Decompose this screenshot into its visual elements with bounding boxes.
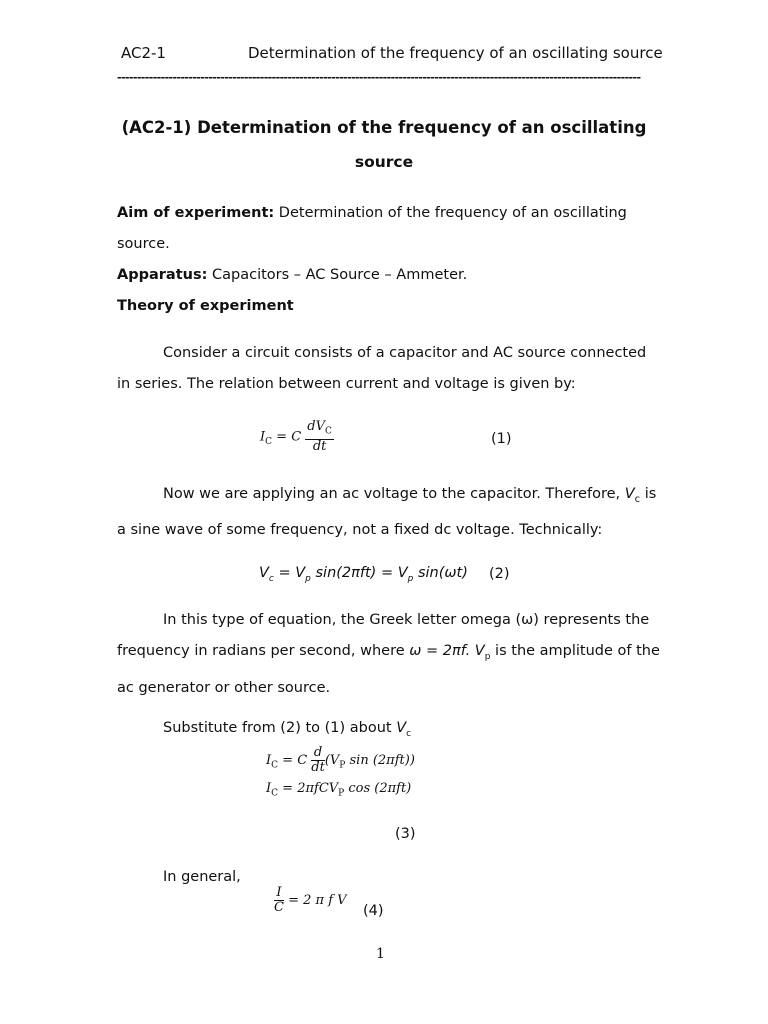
apparatus-text: Capacitors – AC Source – Ammeter. [207,267,468,283]
equation-2-number: (2) [489,566,510,582]
p3-line3: ac generator or other source. [117,679,331,696]
eq1-fraction: $\frac{dV_C}{dt}$ [307,419,332,454]
document-title-line2: source [354,153,414,171]
header-rule: ------------------------------------------------------------------------------------------------------------------------------------ [117,71,641,84]
aim-text-line2: source. [117,236,170,252]
p2-line1a: Now we are applying an ac voltage to the capacitor. Therefore, [163,486,625,502]
equation-2: $V_c = V_p$ $\sin(2\pi ft) = V_p$ sin(ωt) [259,565,468,584]
apparatus-label: Apparatus: [117,267,208,283]
p1-line2: in series. The relation between current and voltage is given by: [117,376,576,392]
equation-1-number: (1) [491,431,512,447]
page-number: 1 [376,946,385,962]
equation-3-line1: $I_C = C$ $\frac{d}{dt}$ ($V_P$ sin (2πft)) [266,745,415,775]
aim-paragraph [117,198,651,322]
paragraph-4: Substitute from (2) to (1) about $V_c$ [163,720,412,739]
p1-line1: Consider a circuit consists of a capacitor and AC source connected [163,345,647,361]
paragraph-3: In this type of equation, the Greek letter omega (ω) represents the frequency in radians per second, where ω = 2πf. $V_p$ is the amplitude of the ac generator or other source. [117,605,651,704]
paragraph-5 [117,862,651,893]
equation-3-number: (3) [395,826,416,842]
theory-heading: Theory of experiment [117,298,294,314]
equation-4: $\frac{I}{C}$ = 2 π f V [274,885,347,915]
aim-text-line1: Determination of the frequency of an oscillating [274,205,627,221]
paragraph-1 [117,338,651,400]
aim-label: Aim of experiment: [117,205,275,221]
p3-line1: In this type of equation, the Greek letter omega (ω) represents the [163,612,650,628]
header-code: AC2-1 [121,44,166,62]
p2-line2: a sine wave of some frequency, not a fixed dc voltage. Technically: [117,521,603,538]
p5-text: In general, [163,869,241,885]
equation-3-line2: $I_C = 2\pi fCV_P$ cos (2πft) [266,781,412,799]
equation-4-number: (4) [363,903,384,919]
paragraph-2: Now we are applying an ac voltage to the capacitor. Therefore, $V_c$ is a sine wave of some frequency, not a fixed dc voltage. Technically: [117,479,651,546]
document-title-line1: (AC2-1) Determination of the frequency of an oscillating [121,118,647,137]
equation-1: $I_C = C$ $\frac{dV_C}{dt}$ [260,419,332,454]
header-title: Determination of the frequency of an oscillating source [248,44,663,62]
